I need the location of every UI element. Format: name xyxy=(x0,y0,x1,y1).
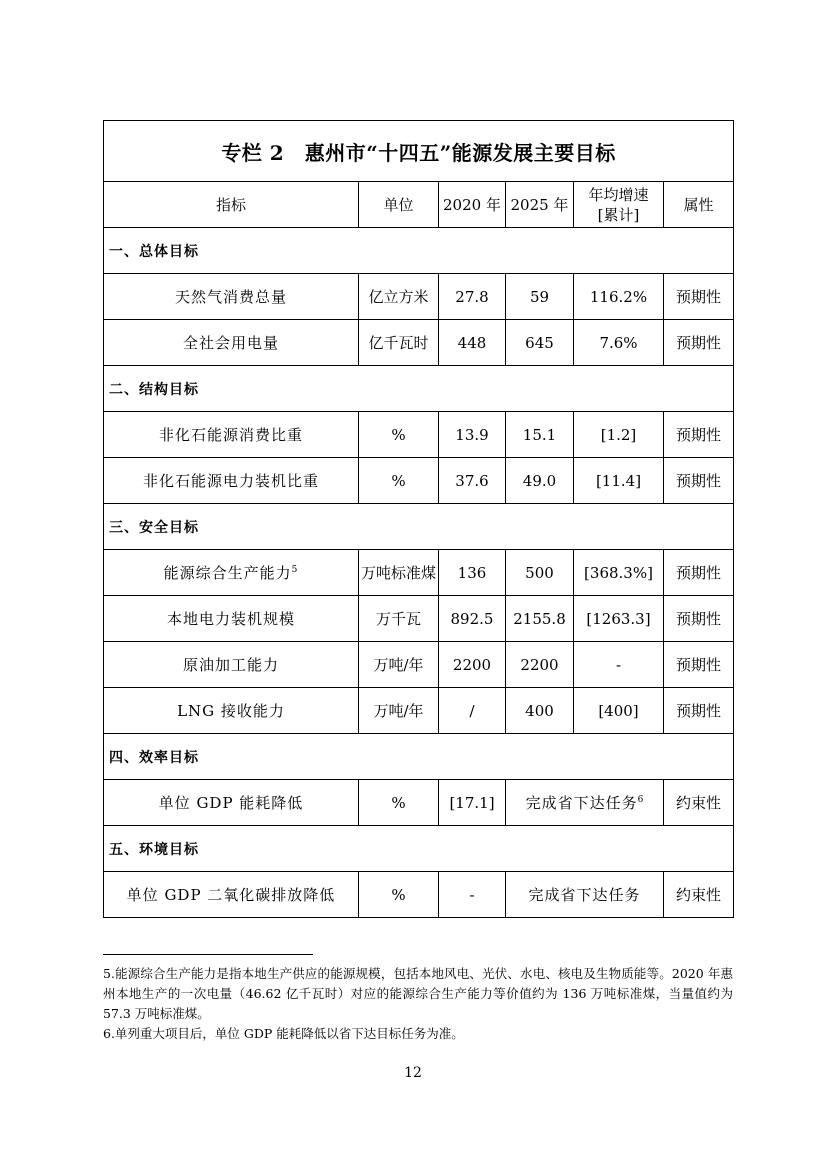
attribute-cell: 预期性 xyxy=(664,550,734,596)
indicator-cell xyxy=(104,320,359,366)
footnote-divider xyxy=(103,954,313,955)
attribute-cell: 预期性 xyxy=(664,458,734,504)
indicator-cell xyxy=(104,780,359,826)
value-2025-cell: 2200 xyxy=(506,642,574,688)
header-2020: 2020 年 xyxy=(439,182,506,228)
value-2020-cell: 448 xyxy=(439,320,506,366)
table-title-row xyxy=(104,121,734,182)
unit-cell: 万吨/年 xyxy=(359,688,439,734)
footnote-5: 5.能源综合生产能力是指本地生产供应的能源规模，包括本地风电、光伏、水电、核电及生物质能等。2020 年惠州本地生产的一次电量（46.62 亿千瓦时）对应的能源综合生产能力等价值约为 136 万吨标准煤，当量值约为 57.3 万吨标准煤。 xyxy=(103,966,733,1021)
indicator-cell xyxy=(104,596,359,642)
energy-targets-table xyxy=(103,120,734,918)
indicator-label: 能源综合生产能力 xyxy=(163,564,292,582)
page-number: 12 xyxy=(404,1065,422,1081)
growth-cell: 7.6% xyxy=(574,320,664,366)
unit-cell: 万千瓦 xyxy=(359,596,439,642)
unit-cell: % xyxy=(359,412,439,458)
value-2020-cell: / xyxy=(439,688,506,734)
value-2020-cell: [17.1] xyxy=(439,780,506,826)
table-row xyxy=(104,596,734,642)
indicator-label: 非化石能源消费比重 xyxy=(158,426,303,444)
table-row xyxy=(104,872,734,918)
section-row xyxy=(104,366,734,412)
unit-cell: % xyxy=(359,780,439,826)
attribute-cell: 预期性 xyxy=(664,320,734,366)
growth-cell: [400] xyxy=(574,688,664,734)
indicator-cell xyxy=(104,458,359,504)
header-growth-line1: 年均增速 xyxy=(588,185,649,204)
section-row xyxy=(104,228,734,274)
merged-target-label: 完成省下达任务 xyxy=(525,794,638,812)
header-2025: 2025 年 xyxy=(506,182,574,228)
attribute-cell: 预期性 xyxy=(664,274,734,320)
value-2025-cell: 59 xyxy=(506,274,574,320)
table-row xyxy=(104,274,734,320)
growth-cell: [368.3%] xyxy=(574,550,664,596)
attribute-cell: 预期性 xyxy=(664,596,734,642)
indicator-cell xyxy=(104,872,359,918)
table-header-row xyxy=(104,182,734,228)
header-growth-line2: [累计] xyxy=(597,205,640,224)
growth-cell: [1263.3] xyxy=(574,596,664,642)
value-2020-cell: - xyxy=(439,872,506,918)
unit-cell: 万吨/年 xyxy=(359,642,439,688)
attribute-cell: 约束性 xyxy=(664,872,734,918)
footnote-ref: 5 xyxy=(291,565,299,575)
section-row xyxy=(104,734,734,780)
value-2025-cell: 15.1 xyxy=(506,412,574,458)
indicator-cell xyxy=(104,274,359,320)
header-growth xyxy=(574,182,664,228)
footnote-ref: 6 xyxy=(637,795,644,805)
table-row xyxy=(104,642,734,688)
table-row xyxy=(104,320,734,366)
value-2020-cell: 37.6 xyxy=(439,458,506,504)
indicator-cell xyxy=(104,412,359,458)
indicator-cell xyxy=(104,642,359,688)
header-unit: 单位 xyxy=(359,182,439,228)
header-indicator: 指标 xyxy=(104,182,359,228)
section-row xyxy=(104,504,734,550)
merged-target-label: 完成省下达任务 xyxy=(528,886,641,904)
attribute-cell: 预期性 xyxy=(664,642,734,688)
table-row xyxy=(104,550,734,596)
value-2025-cell: 2155.8 xyxy=(506,596,574,642)
value-2025-cell: 400 xyxy=(506,688,574,734)
section-label: 二、结构目标 xyxy=(104,366,734,412)
indicator-label: 天然气消费总量 xyxy=(174,288,287,306)
footnote-6: 6.单列重大项目后，单位 GDP 能耗降低以省下达目标任务为准。 xyxy=(103,1026,464,1041)
section-label: 三、安全目标 xyxy=(104,504,734,550)
unit-cell: 亿立方米 xyxy=(359,274,439,320)
unit-cell: 万吨标准煤 xyxy=(359,550,439,596)
indicator-label: 非化石能源电力装机比重 xyxy=(142,472,319,490)
growth-cell: - xyxy=(574,642,664,688)
merged-target-cell xyxy=(506,872,664,918)
table-row xyxy=(104,780,734,826)
section-label: 一、总体目标 xyxy=(104,228,734,274)
indicator-label: 本地电力装机规模 xyxy=(166,610,295,628)
indicator-cell xyxy=(104,550,359,596)
value-2025-cell: 645 xyxy=(506,320,574,366)
unit-cell: 亿千瓦时 xyxy=(359,320,439,366)
footnotes xyxy=(103,964,733,1044)
section-row xyxy=(104,826,734,872)
indicator-cell xyxy=(104,688,359,734)
table-row xyxy=(104,412,734,458)
table-row xyxy=(104,688,734,734)
indicator-label: 全社会用电量 xyxy=(182,334,279,352)
header-attribute: 属性 xyxy=(664,182,734,228)
value-2020-cell: 136 xyxy=(439,550,506,596)
value-2025-cell: 500 xyxy=(506,550,574,596)
indicator-label: LNG 接收能力 xyxy=(177,702,285,720)
unit-cell: % xyxy=(359,458,439,504)
attribute-cell: 预期性 xyxy=(664,412,734,458)
growth-cell: [11.4] xyxy=(574,458,664,504)
attribute-cell: 约束性 xyxy=(664,780,734,826)
growth-cell: [1.2] xyxy=(574,412,664,458)
merged-target-cell xyxy=(506,780,664,826)
value-2020-cell: 2200 xyxy=(439,642,506,688)
indicator-label: 单位 GDP 能耗降低 xyxy=(158,794,304,812)
unit-cell: % xyxy=(359,872,439,918)
indicator-label: 单位 GDP 二氧化碳排放降低 xyxy=(126,886,336,904)
value-2020-cell: 13.9 xyxy=(439,412,506,458)
value-2020-cell: 27.8 xyxy=(439,274,506,320)
attribute-cell: 预期性 xyxy=(664,688,734,734)
value-2020-cell: 892.5 xyxy=(439,596,506,642)
table-title: 专栏 2 惠州市“十四五”能源发展主要目标 xyxy=(104,121,734,182)
section-label: 五、环境目标 xyxy=(104,826,734,872)
table-row xyxy=(104,458,734,504)
value-2025-cell: 49.0 xyxy=(506,458,574,504)
growth-cell: 116.2% xyxy=(574,274,664,320)
section-label: 四、效率目标 xyxy=(104,734,734,780)
indicator-label: 原油加工能力 xyxy=(182,656,279,674)
